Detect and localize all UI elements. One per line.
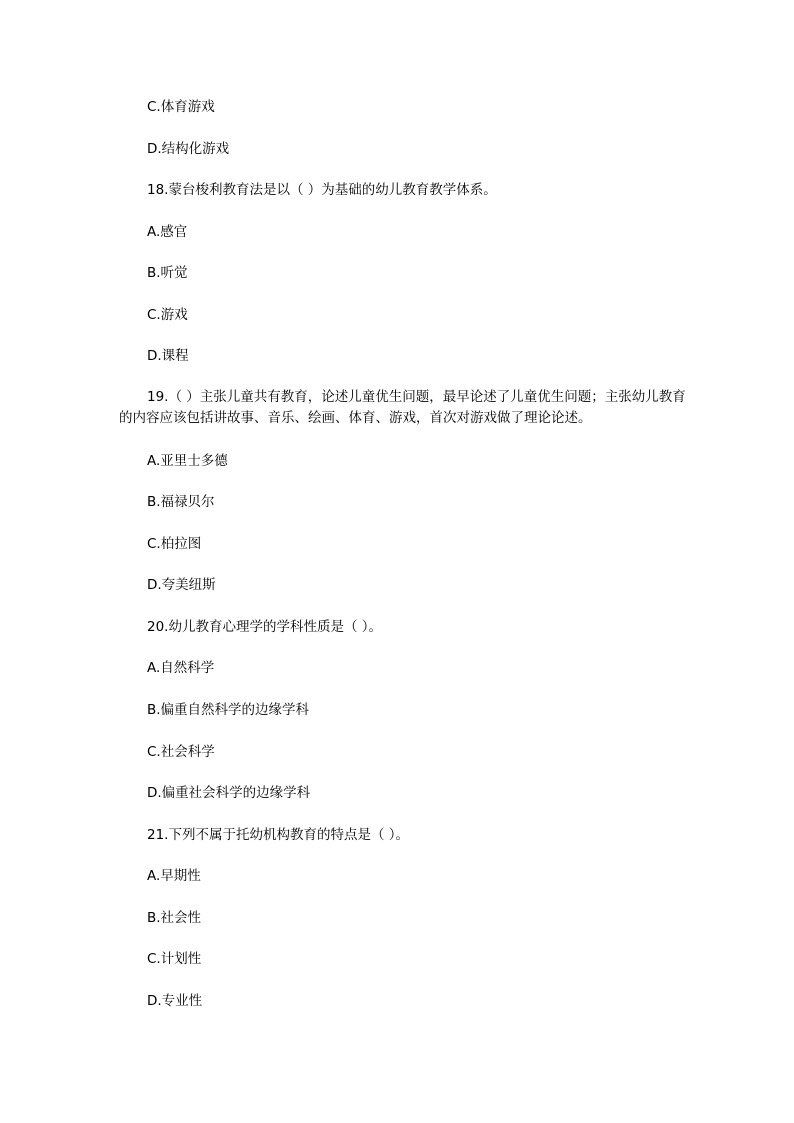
q19-option-c: C.柏拉图 (147, 536, 202, 552)
q21-option-b: B.社会性 (147, 910, 202, 926)
q20-option-d: D.偏重社会科学的边缘学科 (147, 785, 311, 801)
q19-option-a: A.亚里士多德 (147, 453, 228, 469)
q21-option-d: D.专业性 (147, 993, 203, 1009)
question-20: 20.幼儿教育心理学的学科性质是（ ）。 (147, 619, 383, 635)
q20-option-b: B.偏重自然科学的边缘学科 (147, 702, 310, 718)
prev-option-c: C.体育游戏 (147, 99, 215, 115)
q19-option-b: B.福禄贝尔 (147, 494, 215, 510)
q18-option-a: A.感官 (147, 224, 188, 240)
q18-option-c: C.游戏 (147, 307, 188, 323)
prev-option-d: D.结构化游戏 (147, 141, 230, 157)
q21-option-a: A.早期性 (147, 868, 201, 884)
q20-option-a: A.自然科学 (147, 660, 215, 676)
q18-option-d: D.课程 (147, 348, 189, 364)
q20-option-c: C.社会科学 (147, 744, 215, 760)
question-18: 18.蒙台梭利教育法是以（ ）为基础的幼儿教育教学体系。 (147, 182, 497, 198)
question-19: 19.（ ）主张儿童共有教育，论述儿童优生问题，最早论述了儿童优生问题；主张幼儿教育的内容应该包括讲故事、音乐、绘画、体育、游戏，首次对游戏做了理论论述。 (119, 389, 686, 426)
q21-option-c: C.计划性 (147, 951, 202, 967)
q19-option-d: D.夸美纽斯 (147, 577, 216, 593)
question-21: 21.下列不属于托幼机构教育的特点是（ ）。 (147, 827, 410, 843)
q18-option-b: B.听觉 (147, 265, 188, 281)
